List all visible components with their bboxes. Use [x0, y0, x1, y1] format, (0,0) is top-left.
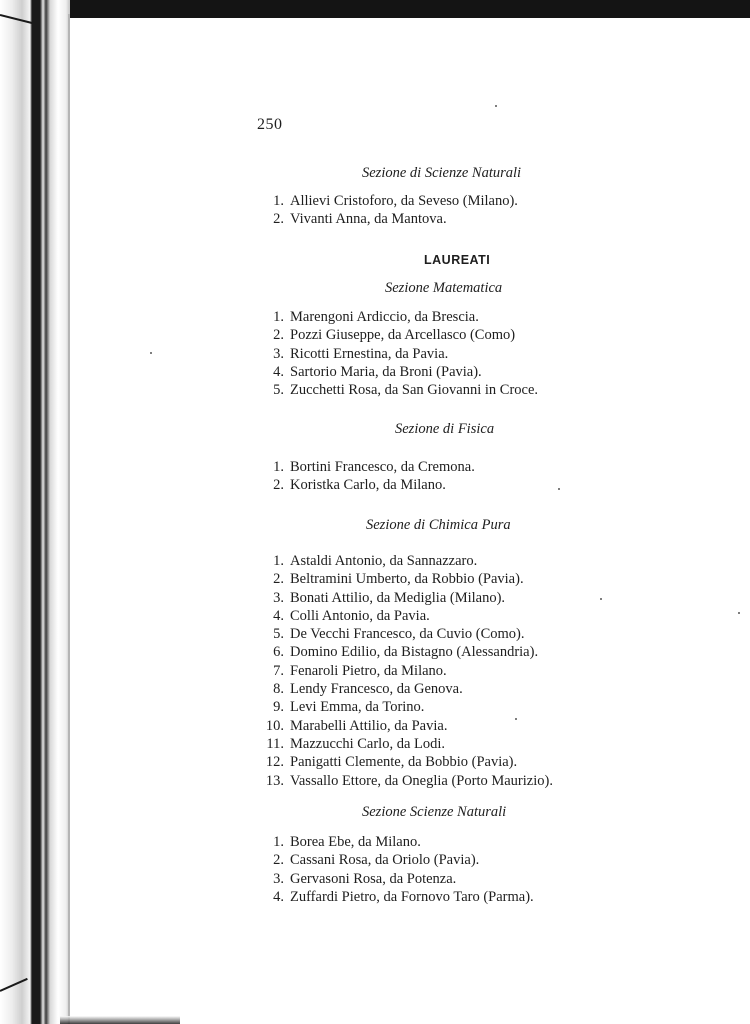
item-text: Sartorio Maria, da Broni (Pavia).	[290, 363, 482, 380]
item-text: Colli Antonio, da Pavia.	[290, 607, 430, 624]
item-number: 2.	[273, 477, 284, 494]
list-chimica-pura	[262, 552, 553, 790]
scan-speck	[600, 598, 602, 600]
list-scienze-naturali	[262, 192, 518, 229]
list-item	[262, 888, 534, 906]
list-item	[262, 607, 553, 625]
item-text: Borea Ebe, da Milano.	[290, 834, 421, 850]
item-text: De Vecchi Francesco, da Cuvio (Como).	[290, 626, 525, 643]
scan-speck	[558, 488, 560, 490]
item-number: 4.	[273, 363, 284, 380]
item-text: Koristka Carlo, da Milano.	[290, 477, 446, 494]
scan-speck	[150, 352, 152, 354]
item-number: 3.	[273, 870, 284, 887]
item-text: Domino Edilio, da Bistagno (Alessandria).	[290, 644, 539, 661]
item-text: Cassani Rosa, da Oriolo (Pavia).	[290, 852, 480, 869]
item-text: Gervasoni Rosa, da Potenza.	[290, 870, 457, 887]
item-text: Astaldi Antonio, da Sannazzaro.	[290, 553, 478, 569]
item-number: 2.	[273, 211, 284, 228]
section-title-matematica: Sezione Matematica	[385, 280, 503, 296]
scan-bottom-smudge	[60, 1016, 180, 1024]
item-text: Levi Emma, da Torino.	[290, 699, 425, 716]
item-number: 1.	[273, 309, 284, 325]
list-item	[262, 308, 538, 326]
section-title-scienze-naturali-2: Sezione Scienze Naturali	[362, 804, 507, 820]
item-text: Ricotti Ernestina, da Pavia.	[290, 345, 449, 362]
item-number: 10.	[265, 717, 284, 734]
item-text: Fenaroli Pietro, da Milano.	[290, 662, 447, 679]
section-title-fisica: Sezione di Fisica	[395, 421, 495, 437]
item-number: 11.	[266, 735, 284, 752]
item-number: 13.	[265, 772, 284, 789]
list-item	[262, 833, 534, 851]
item-number: 4.	[273, 888, 284, 905]
list-item	[262, 458, 475, 476]
item-number: 1.	[273, 834, 284, 850]
list-item	[262, 210, 518, 228]
item-text: Bortini Francesco, da Cremona.	[290, 459, 475, 475]
section-title-chimica-pura: Sezione di Chimica Pura	[366, 517, 511, 533]
list-item	[262, 192, 518, 210]
item-text: Vivanti Anna, da Mantova.	[290, 211, 447, 228]
list-item	[262, 552, 553, 570]
item-number: 5.	[273, 626, 284, 643]
item-number: 3.	[273, 345, 284, 362]
list-item	[262, 363, 538, 381]
page-edge	[68, 14, 70, 1024]
item-number: 1.	[273, 553, 284, 569]
book-binding	[0, 0, 70, 1024]
list-item	[262, 476, 475, 494]
item-number: 2.	[273, 571, 284, 588]
list-item	[262, 735, 553, 753]
item-text: Marabelli Attilio, da Pavia.	[290, 717, 448, 734]
list-item	[262, 662, 553, 680]
item-number: 5.	[273, 382, 284, 399]
item-number: 2.	[273, 327, 284, 344]
item-number: 6.	[273, 644, 284, 661]
list-matematica	[262, 308, 538, 399]
item-text: Allievi Cristoforo, da Seveso (Milano).	[290, 193, 518, 209]
scan-speck	[738, 612, 740, 614]
list-item	[262, 643, 553, 661]
item-number: 9.	[273, 699, 284, 716]
list-item	[262, 326, 538, 344]
item-number: 7.	[273, 662, 284, 679]
item-number: 2.	[273, 852, 284, 869]
list-item	[262, 717, 553, 735]
item-text: Panigatti Clemente, da Bobbio (Pavia).	[290, 754, 518, 771]
item-text: Mazzucchi Carlo, da Lodi.	[290, 735, 446, 752]
item-number: 1.	[273, 193, 284, 209]
list-item	[262, 753, 553, 771]
item-number: 4.	[273, 607, 284, 624]
item-text: Beltramini Umberto, da Robbio (Pavia).	[290, 571, 524, 588]
item-text: Vassallo Ettore, da Oneglia (Porto Maurizio).	[290, 772, 553, 789]
list-item	[262, 772, 553, 790]
list-item	[262, 625, 553, 643]
item-text: Lendy Francesco, da Genova.	[290, 681, 463, 698]
list-fisica	[262, 458, 475, 495]
item-text: Pozzi Giuseppe, da Arcellasco (Como)	[290, 327, 516, 344]
item-text: Bonati Attilio, da Mediglia (Milano).	[290, 589, 506, 606]
item-number: 8.	[273, 681, 284, 698]
item-text: Zuffardi Pietro, da Fornovo Taro (Parma).	[290, 888, 534, 905]
list-item	[262, 680, 553, 698]
page-number: 250	[257, 116, 283, 133]
item-number: 12.	[265, 754, 284, 771]
section-title-scienze-naturali: Sezione di Scienze Naturali	[362, 165, 522, 181]
heading-laureati: LAUREATI	[424, 253, 491, 267]
list-scienze-naturali-2	[262, 833, 534, 906]
item-number: 3.	[273, 589, 284, 606]
list-item	[262, 570, 553, 588]
list-item	[262, 589, 553, 607]
item-number: 1.	[273, 459, 284, 475]
list-item	[262, 698, 553, 716]
item-text: Marengoni Ardiccio, da Brescia.	[290, 309, 479, 325]
scan-speck	[515, 718, 517, 720]
list-item	[262, 381, 538, 399]
scan-top-border	[0, 0, 750, 18]
item-text: Zucchetti Rosa, da San Giovanni in Croce.	[290, 382, 539, 399]
list-item	[262, 851, 534, 869]
scan-speck	[495, 105, 497, 107]
list-item	[262, 870, 534, 888]
list-item	[262, 345, 538, 363]
